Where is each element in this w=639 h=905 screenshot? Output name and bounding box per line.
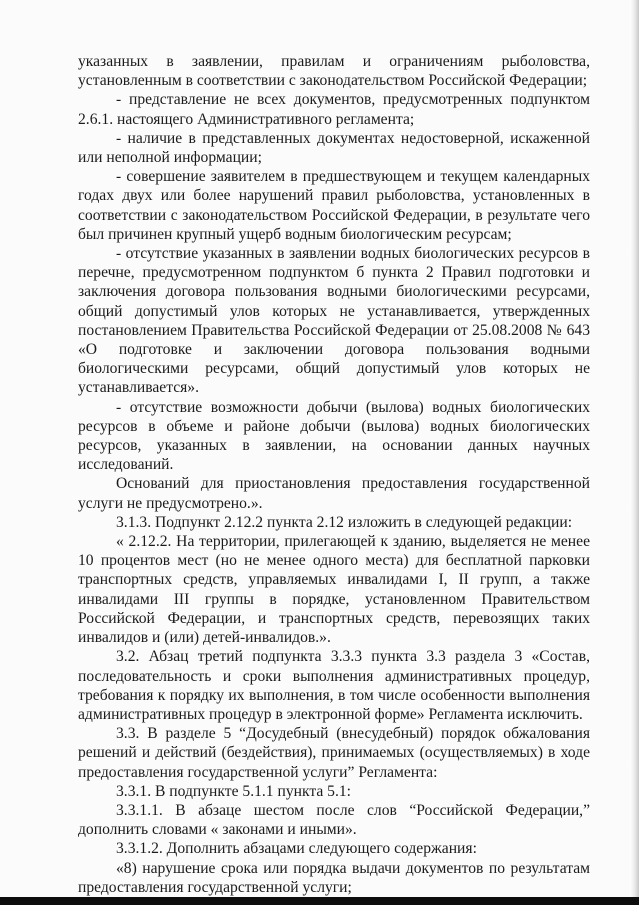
paragraph-2-12-2-parking: « 2.12.2. На территории, прилегающей к зданию, выделяется не менее 10 процентов мест (но не менее одного места) для бесплатной парковки транспортных средств, управляемых инвалидами I, II групп, а также инвалидами III группы в порядке, установленном Правительством Российской Федерации, и транспортных средств, перевозящих таких инвалидов и (или) детей-инвалидов.». — [78, 533, 590, 647]
paragraph-continuation: указанных в заявлении, правилам и ограничениям рыболовства, установленным в соответствии с законодательством Российской Федерации; — [78, 53, 590, 90]
paragraph-3-1-3: 3.1.3. Подпункт 2.12.2 пункта 2.12 изложить в следующей редакции: — [116, 513, 573, 531]
paragraph-3-3-1-2: 3.3.1.2. Дополнить абзацами следующего содержания: — [116, 840, 477, 858]
paragraph-item-no-catch-possibility: - отсутствие возможности добычи (вылова) водных биологических ресурсов в объеме и районе добычи (вылова) водных биологических ресурсов, указанных в заявлении, на основании данных научных исследований. — [78, 398, 590, 474]
paragraph-3-2: 3.2. Абзац третий подпункта 3.3.3 пункта 3.3 раздела 3 «Состав, последовательность и сроки выполнения административных процедур, требования к порядку их выполнения, в том числе особенности выполнения административных процедур в электронной форме» Регламента исключить. — [78, 648, 590, 723]
scan-edge-right — [630, 0, 639, 905]
paragraph-item-absence-in-list: - отсутствие указанных в заявлении водных биологических ресурсов в перечне, предусмотренном подпунктом б пункта 2 Правил подготовки и заключения договора пользования водными биологическими ресурсами, общий допустимый улов которых не устанавливается, утвержденных постановлением Правительства Российской Федерации от 25.08.2008 № 643 «О подготовке и заключении договора пользования водными биологическими ресурсами, общий допустимый улов которых не устанавливается». — [78, 245, 590, 397]
paragraph-3-3-1-1: 3.3.1.1. В абзаце шестом после слов “Российской Федерации,” дополнить словами « законами и иными». — [78, 801, 590, 839]
paragraph-item-false-information: - наличие в представленных документах недостоверной, искаженной или неполной информации; — [78, 129, 590, 167]
scan-edge-bottom — [0, 897, 639, 905]
paragraph-item-violations: - совершение заявителем в предшествующем и текущем календарных годах двух или более нарушений правил рыболовства, установленных в соответствии с законодательством Российской Федерации, в результате чего был причинен крупный ущерб водным биологическим ресурсам; — [78, 168, 590, 243]
document-body — [78, 52, 590, 897]
paragraph-item-incomplete-documents: - представление не всех документов, предусмотренных подпунктом 2.6.1. настоящего Административного регламента; — [78, 91, 590, 128]
paragraph-item-8: «8) нарушение срока или порядка выдачи документов по результатам предоставления государственной услуги; — [78, 859, 590, 896]
paragraph-3-3-1: 3.3.1. В подпункте 5.1.1 пункта 5.1: — [116, 782, 351, 800]
paragraph-3-3: 3.3. В разделе 5 “Досудебный (внесудебный) порядок обжалования решений и действий (бездействия), принимаемых (осуществляемых) в ходе предоставления государственной услуги” Регламента: — [78, 725, 590, 781]
paragraph-no-suspension-grounds: Оснований для приостановления предоставления государственной услуги не предусмотрено.». — [78, 475, 590, 512]
